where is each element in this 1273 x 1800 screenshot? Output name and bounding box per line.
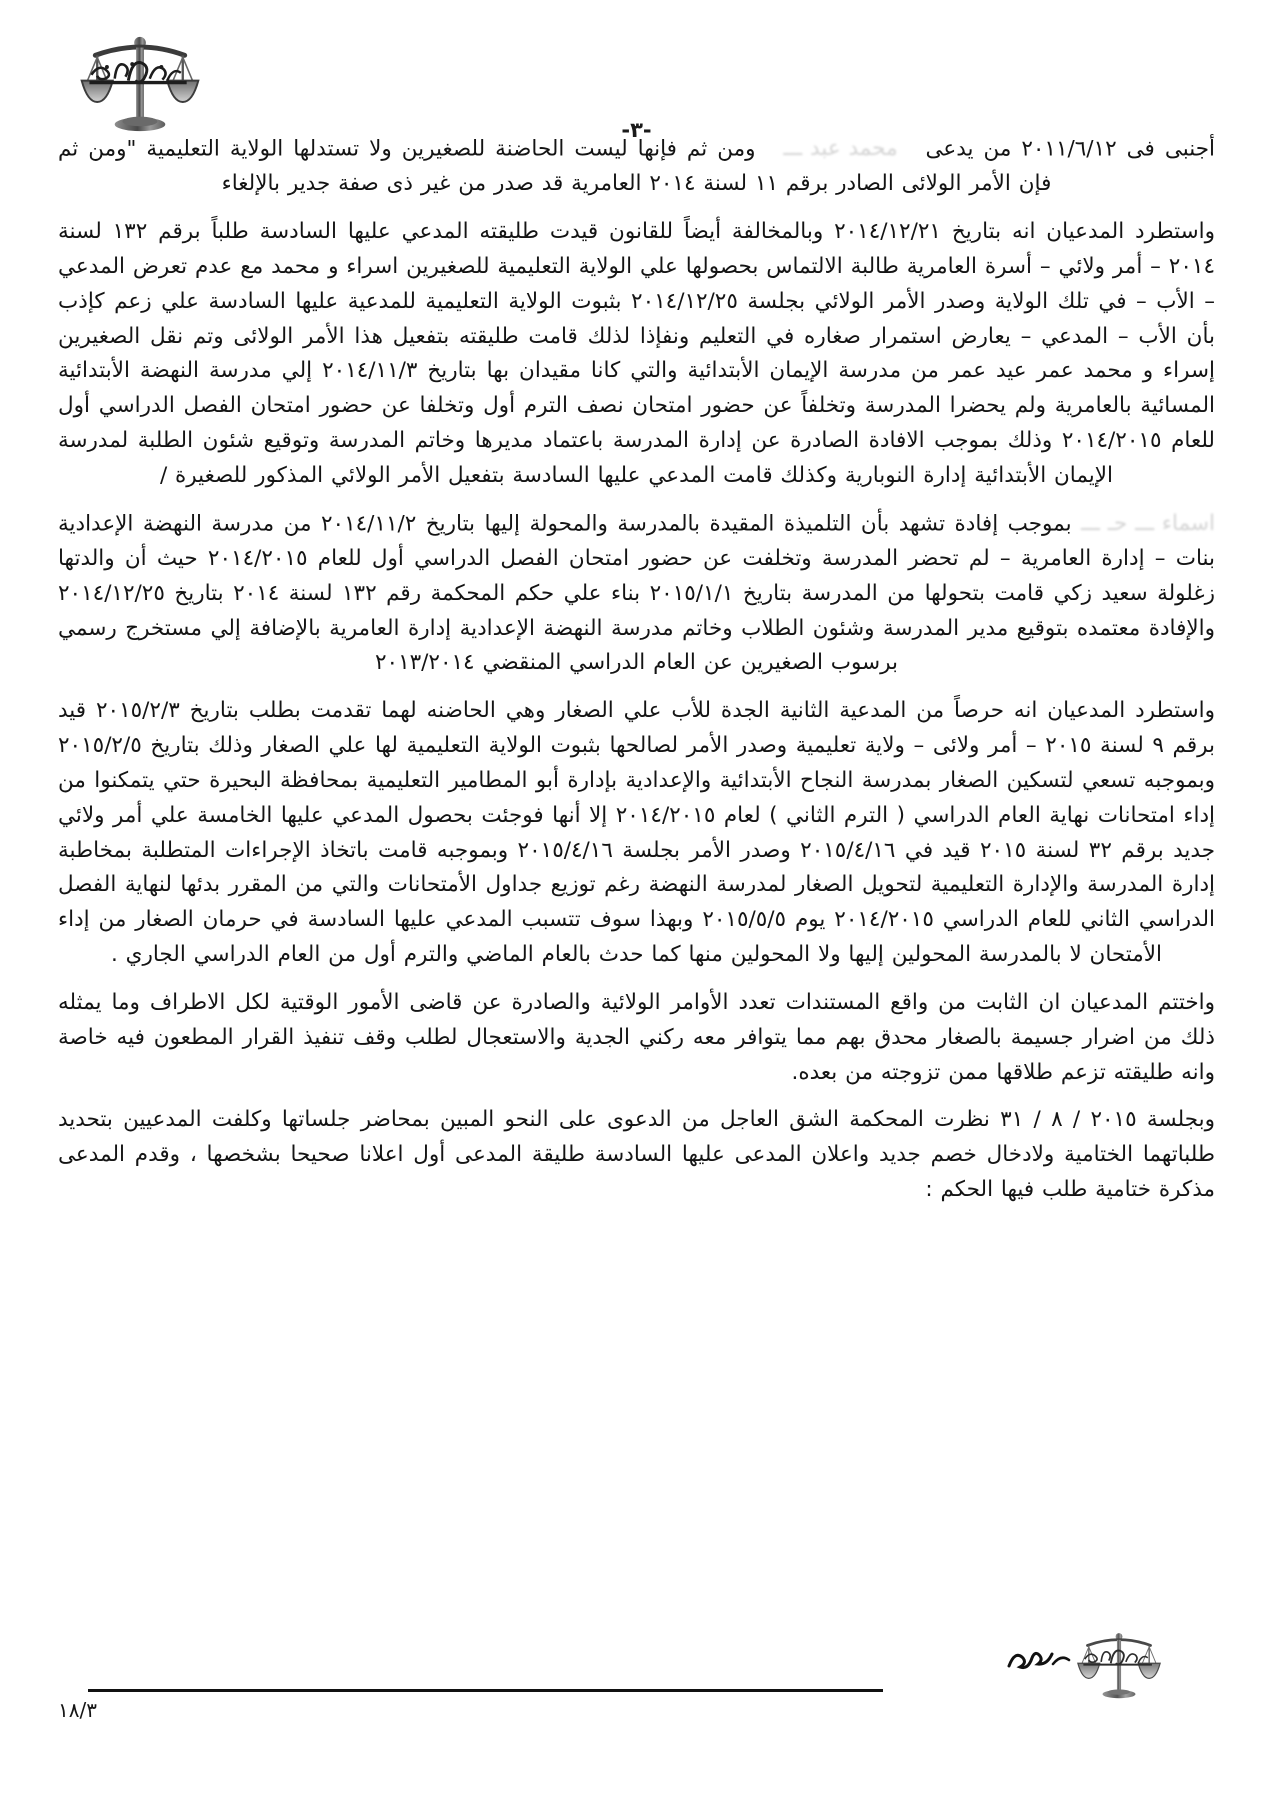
page-header	[0, 26, 1273, 142]
paragraph-1	[58, 132, 1215, 202]
scales-of-justice-icon	[1071, 1610, 1167, 1722]
handwritten-signature	[1005, 1646, 1077, 1672]
redacted-name-2: اسماء ـــ حـ ـــ	[1081, 510, 1215, 536]
paragraph-2b-text-after: بموجب إفادة تشهد بأن التلميذة المقيدة بالمدرسة والمحولة إليها بتاريخ ٢٠١٤/١١/٢ من مدرسة النهضة الإعدادية بنات – إدارة العامرية – لم تحضر المدرسة وتخلفت عن حضور امتحان الفصل الدراسي أول للعام ٢٠١٤/٢٠١٥ حيث أن والدتها زغلولة سعيد زكي قامت بتحولها من المدرسة بتاريخ ٢٠١٥/١/١ بناء علي حكم المحكمة رقم ١٣٢ لسنة ٢٠١٤ بتاريخ ٢٠١٤/١٢/٢٥ والإفادة معتمده بتوقيع مدير المدرسة وشئون الطلاب وخاتم مدرسة النهضة الإعدادية إدارة العامرية بالإضافة إلي مستخرج رسمي برسوب الصغيرين عن العام الدراسي المنقضي ٢٠١٣/٢٠١٤	[58, 511, 1216, 676]
paragraph-1-text-before: أجنبى فى ٢٠١١/٦/١٢ من يدعى	[925, 136, 1215, 162]
paragraph-2: واستطرد المدعيان انه بتاريخ ٢٠١٤/١٢/٢١ وبالمخالفة أيضاً للقانون قيدت طليقته المدعي عليها السادسة طلباً برقم ١٣٢ لسنة ٢٠١٤ – أمر ولائي – أسرة العامرية طالبة الالتماس بحصولها علي الولاية التعليمية للصغيرين اسراء و محمد مع عدم تعرض المدعي – الأب – في تلك الولاية وصدر الأمر الولائي بجلسة ٢٠١٤/١٢/٢٥ بثبوت الولاية التعليمية للمدعية عليها السادسة علي زعم كإذب بأن الأب – المدعي – يعارض استمرار صغاره في التعليم ونفإذا لذلك قامت طليقته بتفعيل هذا الأمر الولائى وتم نقل الصغيرين إسراء و محمد عمر عيد عمر من مدرسة الإيمان الأبتدائية والتي كانا مقيدان بها بتاريخ ٢٠١٤/١١/٣ إلي مدرسة النهضة الأبتدائية المسائية بالعامرية ولم يحضرا المدرسة وتخلفاً عن حضور امتحان نصف الترم أول وتخلفا عن حضور امتحان الفصل الدراسي أول للعام ٢٠١٤/٢٠١٥ وذلك بموجب الافادة الصادرة عن إدارة المدرسة باعتماد مديرها وخاتم المدرسة وتوقيع شئون الطلبة لمدرسة الإيمان الأبتدائية إدارة النوبارية وكذلك قامت المدعي عليها السادسة بتفعيل الأمر الولائي المذكور للصغيرة /	[58, 219, 1215, 488]
paragraph-5: وبجلسة ٢٠١٥ / ٨ / ٣١ نظرت المحكمة الشق العاجل من الدعوى على النحو المبين بمحاضر جلساتها وكلفت المدعيين بتحديد طلباتهما الختامية ولادخال خصم جديد واعلان المدعى عليها السادسة طليقة المدعى أول اعلانا صحيحا بشخصها ، وقدم المدعى مذكرة ختامية طلب فيها الحكم :	[58, 1107, 1216, 1203]
paragraph-2b	[58, 507, 1215, 682]
page-footer	[0, 1610, 1273, 1800]
footer-divider	[88, 1689, 883, 1692]
handwritten-signature-icon	[1005, 1646, 1077, 1672]
state-council-emblem-bottom	[1071, 1610, 1167, 1722]
footer-page-reference: ١٨/٣	[58, 1698, 97, 1722]
redacted-name-1: محمد عبد ـــ	[783, 136, 898, 161]
page-number: -٣-	[621, 118, 652, 142]
paragraph-4: واختتم المدعيان ان الثابت من واقع المستندات تعدد الأوامر الولائية والصادرة عن قاضى الأمور الوقتية لكل الاطراف وما يمثله ذلك من اضرار جسيمة بالصغار محدق بهم مما يتوافر معه ركني الجدية والاستعجال لطلب وقف تنفيذ القرار المطعون فيه خاصة وانه طليقته تزعم طلاقها ممن تزوجته من بعده.	[58, 989, 1215, 1085]
document-body	[58, 132, 1215, 1610]
paragraph-1-text-after: ومن ثم فإنها ليست الحاضنة للصغيرين ولا تستدلها الولاية التعليمية "ومن ثم فإن الأمر الولائى الصادر برقم ١١ لسنة ٢٠١٤ العامرية قد صدر من غير ذى صفة جدير بالإلغاء	[58, 136, 1052, 197]
paragraph-3: واستطرد المدعيان انه حرصاً من المدعية الثانية الجدة للأب علي الصغار وهي الحاضنه لهما تقدمت بطلب بتاريخ ٢٠١٥/٢/٣ قيد برقم ٩ لسنة ٢٠١٥ – أمر ولائى – ولاية تعليمية وصدر الأمر لصالحها بثبوت الولاية التعليمية لها علي الصغار وذلك بتاريخ ٢٠١٥/٢/٥ وبموجبه تسعي لتسكين الصغار بمدرسة النجاح الأبتدائية والإعدادية بإدارة أبو المطامير التعليمية بمحافظة البحيرة حتي يتمكنوا من إداء امتحانات نهاية العام الدراسي ( الترم الثاني ) لعام ٢٠١٤/٢٠١٥ إلا أنها فوجئت بحصول المدعي عليها الخامسة علي أمر ولائي جديد برقم ٣٢ لسنة ٢٠١٥ قيد في ٢٠١٥/٤/١٦ وصدر الأمر بجلسة ٢٠١٥/٤/١٦ وبموجبه قامت باتخاذ الإجراءات المتطلبة بمخاطبة إدارة المدرسة والإدارة التعليمية لتحويل الصغار لمدرسة النهضة رغم توزيع جداول الأمتحانات والتي من المقرر بدئها لنهاية الفصل الدراسي الثاني للعام الدراسي ٢٠١٤/٢٠١٥ يوم ٢٠١٥/٥/٥ وبهذا سوف تتسبب المدعي عليها السادسة في حرمان الصغار من إداء الأمتحان لا بالمدرسة المحولين إليها ولا المحولين منها كما حدث بالعام الماضي والترم أول من العام الدراسي الجاري .	[58, 698, 1216, 968]
